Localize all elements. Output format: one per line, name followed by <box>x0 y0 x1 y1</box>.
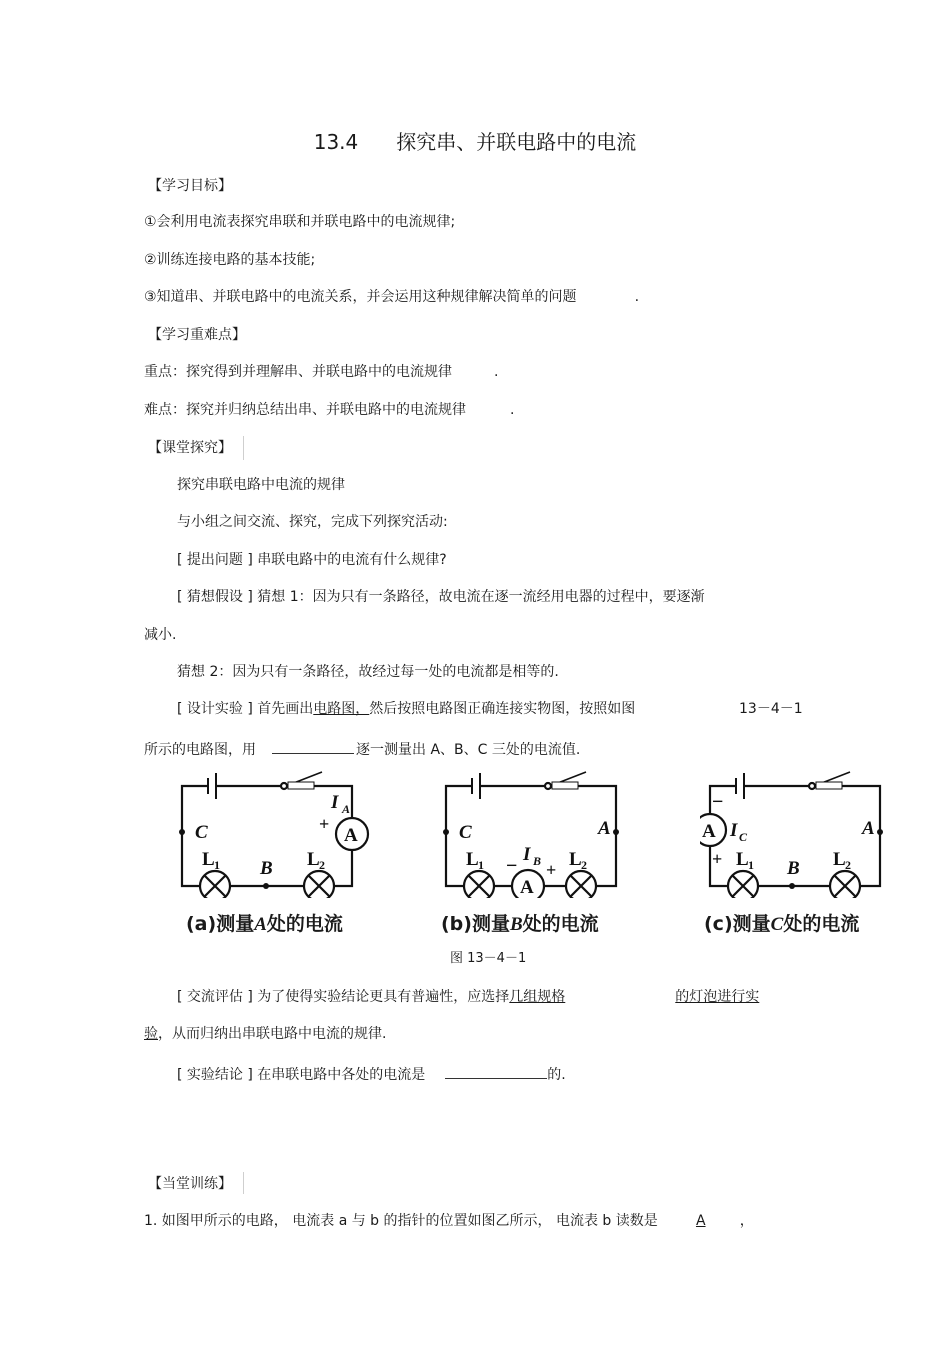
ammeter-label: A <box>344 825 358 846</box>
hard-point <box>144 401 514 419</box>
label-a: A <box>598 818 611 839</box>
caption-b-pre: (b)测量 <box>441 913 510 935</box>
ammeter-label: A <box>520 877 534 898</box>
label-l2: L <box>307 849 320 870</box>
design2-text-a: 所示的电路图，用 <box>144 742 256 758</box>
label-current-sub: A <box>342 802 351 816</box>
label-l1-sub: 1 <box>748 858 754 872</box>
hard-point-end: . <box>510 402 515 418</box>
ammeter-label: A <box>702 821 716 842</box>
eval-answer-text: 几组规格 <box>509 989 566 1005</box>
eval-text-a: [ 交流评估 ] 为了使得实验结论更具有普遍性，应选择 <box>177 989 510 1005</box>
training-heading: 【当堂训练】 <box>148 1176 232 1192</box>
key-heading: 【学习重难点】 <box>148 327 246 343</box>
label-l1-sub: 1 <box>478 858 484 872</box>
design-fig-ref: 13－4－1 <box>739 701 803 717</box>
conclusion-text-b: 的. <box>547 1067 566 1083</box>
goal-2: ②训练连接电路的基本技能; <box>144 252 316 268</box>
label-l2-sub: 2 <box>845 858 851 872</box>
section-number: 13.4 <box>313 130 359 154</box>
design-line-1 <box>177 700 635 718</box>
diagram-caption-a <box>186 913 343 936</box>
label-l1: L <box>736 849 749 870</box>
page-title <box>0 130 950 154</box>
diagram-caption-b <box>441 913 599 936</box>
caption-a-pre: (a)测量 <box>186 913 255 935</box>
key-point-text: 重点：探究得到并理解串、并联电路中的电流规律 <box>144 364 452 380</box>
guess-1: [ 猜想假设 ] 猜想 1：因为只有一条路径，故电流在逐一流经用电器的过程中，要逐渐 <box>177 589 705 605</box>
guess-2: 猜想 2：因为只有一条路径，故经过每一处的电流都是相等的. <box>177 664 559 680</box>
title-text: 探究串、并联电路中的电流 <box>396 130 637 154</box>
question-1-answer[interactable]: A <box>695 1213 706 1229</box>
question-1 <box>144 1212 754 1230</box>
label-minus: − <box>712 791 724 813</box>
eval2-answer: 验 <box>144 1026 158 1042</box>
key-point-end: . <box>494 364 499 380</box>
circuit-diagram-b <box>436 768 636 898</box>
design-line-2 <box>144 738 580 759</box>
figure-caption: 图 13－4－1 <box>450 951 527 966</box>
divider <box>243 1172 244 1194</box>
question-1-end: ， <box>739 1213 754 1229</box>
label-current-sub: B <box>533 854 542 868</box>
label-plus: + <box>546 860 557 880</box>
explore-heading: 【课堂探究】 <box>148 440 232 456</box>
label-a: A <box>862 818 875 839</box>
caption-a-var: A <box>254 914 267 935</box>
eval-answer <box>509 989 675 1005</box>
caption-c-var: C <box>770 914 784 935</box>
label-l2-sub: 2 <box>319 858 325 872</box>
question: [ 提出问题 ] 串联电路中的电流有什么规律? <box>177 552 447 568</box>
label-l2: L <box>569 849 582 870</box>
blank-instrument[interactable] <box>272 738 354 754</box>
eval2-text: ，从而归纳出串联电路中电流的规律. <box>158 1026 387 1042</box>
design-answer: 电路图， <box>313 701 370 717</box>
circuit-diagram-a <box>172 768 372 898</box>
label-current: I <box>730 820 738 841</box>
label-plus: + <box>712 849 723 869</box>
guess-1-cont: 减小. <box>144 627 177 643</box>
design-text-b: 然后按照电路图正确连接实物图，按照如图 <box>369 701 636 717</box>
blank-conclusion[interactable] <box>445 1063 547 1079</box>
caption-a-post: 处的电流 <box>266 913 343 935</box>
design2-text-b: 逐一测量出 A、B、C 三处的电流值. <box>356 742 581 758</box>
label-l1: L <box>466 849 479 870</box>
caption-c-pre: (c)测量 <box>704 913 771 935</box>
goal-3-end: . <box>634 289 640 305</box>
caption-c-post: 处的电流 <box>783 913 860 935</box>
label-b: B <box>787 858 800 879</box>
question-1-text: 1. 如图甲所示的电路， 电流表 a 与 b 的指针的位置如图乙所示， 电流表 b 读数是 <box>144 1213 658 1229</box>
goals-heading: 【学习目标】 <box>148 178 232 194</box>
eval-line-2 <box>144 1025 386 1043</box>
label-plus: + <box>319 814 330 834</box>
label-l1-sub: 1 <box>214 858 220 872</box>
hard-point-text: 难点：探究并归纳总结出串、并联电路中的电流规律 <box>144 402 466 418</box>
label-l1: L <box>202 849 215 870</box>
caption-b-post: 处的电流 <box>522 913 599 935</box>
label-c: C <box>459 822 472 843</box>
goal-1: ①会利用电流表探究串联和并联电路中的电流规律; <box>144 214 456 230</box>
label-current: I <box>523 844 531 865</box>
label-current: I <box>331 792 339 813</box>
diagram-caption-c <box>704 913 859 936</box>
eval-line-1 <box>177 988 759 1006</box>
caption-b-var: B <box>509 914 523 935</box>
circuit-diagram-c <box>700 768 900 898</box>
label-current-sub: C <box>739 830 748 844</box>
goal-3-text: ③知道串、并联电路中的电流关系，并会运用这种规律解决简单的问题 <box>144 289 577 305</box>
eval-text-b: 的灯泡进行实 <box>675 989 760 1005</box>
goal-3 <box>144 288 639 306</box>
label-b: B <box>260 858 273 879</box>
explore-intro: 与小组之间交流、探究，完成下列探究活动: <box>177 514 448 530</box>
conclusion-line <box>177 1063 566 1084</box>
label-minus: − <box>506 855 518 877</box>
label-c: C <box>195 822 208 843</box>
key-point <box>144 363 498 381</box>
divider <box>243 436 244 460</box>
conclusion-text-a: [ 实验结论 ] 在串联电路中各处的电流是 <box>177 1067 426 1083</box>
label-l2: L <box>833 849 846 870</box>
explore-title: 探究串联电路中电流的规律 <box>177 477 345 493</box>
design-text-a: [ 设计实验 ] 首先画出 <box>177 701 314 717</box>
label-l2-sub: 2 <box>581 858 587 872</box>
